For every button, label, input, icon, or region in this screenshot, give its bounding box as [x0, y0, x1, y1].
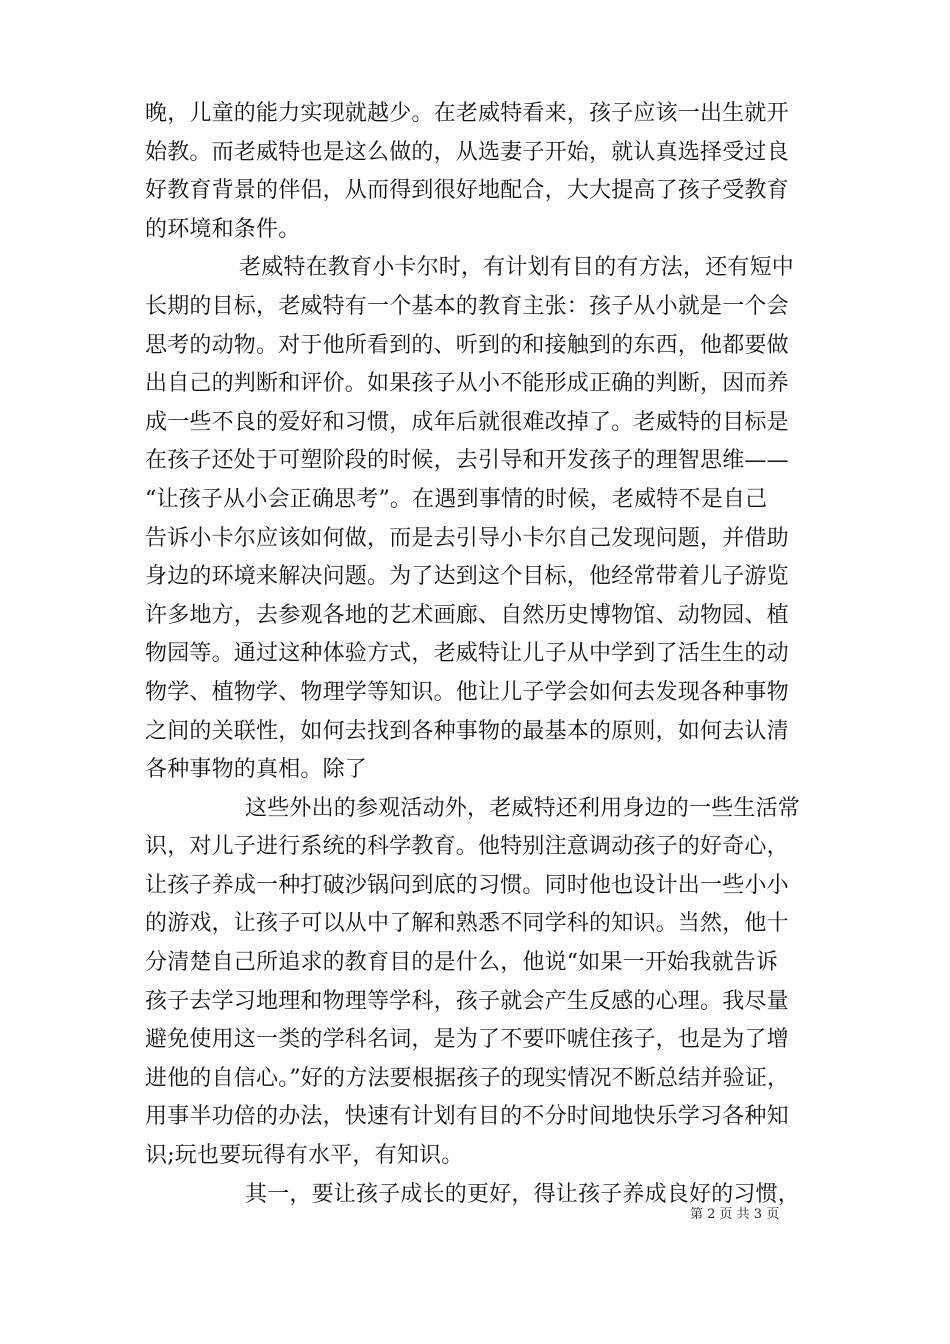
text-line: 这些外出的参观活动外，老威特还利用身边的一些生活常 [245, 795, 801, 821]
text-line: 长期的目标，老威特有一个基本的教育主张：孩子从小就是一个会 [145, 293, 789, 319]
text-line: 的游戏，让孩子可以从中了解和熟悉不同学科的知识。当然，他十 [145, 911, 789, 937]
page-number: 第 2 页 共 3 页 [690, 1207, 780, 1222]
text-line: 用事半功倍的办法，快速有计划有目的不分时间地快乐学习各种知 [145, 1104, 789, 1130]
body-text [145, 95, 815, 1214]
text-line: 晚，儿童的能力实现就越少。在老威特看来，孩子应该一出生就开 [145, 101, 789, 126]
text-line: 识;玩也要玩得有水平，有知识。 [145, 1143, 464, 1169]
text-line: 出自己的判断和评价。如果孩子从小不能形成正确的判断，因而养 [145, 371, 789, 397]
text-line: 告诉小卡尔应该如何做，而是去引导小卡尔自己发现问题，并借助 [145, 525, 789, 551]
text-line: 物学、植物学、物理学等知识。他让儿子学会如何去发现各种事物 [145, 679, 789, 705]
text-line: “让孩子从小会正确思考”。在遇到事情的时候，老威特不是自己 [145, 486, 768, 512]
text-line: 让孩子养成一种打破沙锅问到底的习惯。同时他也设计出一些小小 [145, 872, 789, 898]
text-line: 好教育背景的伴侣，从而得到很好地配合，大大提高了孩子受教育 [145, 178, 789, 204]
text-line: 身边的环境来解决问题。为了达到这个目标，他经常带着儿子游览 [145, 564, 789, 590]
text-line: 之间的关联性，如何去找到各种事物的最基本的原则，如何去认清 [145, 718, 789, 744]
text-line: 孩子去学习地理和物理等学科，孩子就会产生反感的心理。我尽量 [145, 988, 789, 1014]
text-line: 分清楚自己所追求的教育目的是什么，他说“如果一开始我就告诉 [145, 950, 779, 976]
text-line: 思考的动物。对于他所看到的、听到的和接触到的东西，他都要做 [145, 332, 789, 358]
text-line: 的环境和条件。 [145, 216, 301, 242]
text-line: 始教。而老威特也是这么做的，从选妻子开始，就认真选择受过良 [145, 139, 789, 165]
text-line: 在孩子还处于可塑阶段的时候，去引导和开发孩子的理智思维—— [145, 448, 789, 474]
text-line: 其一，要让孩子成长的更好，得让孩子养成良好的习惯， [245, 1181, 801, 1207]
text-line: 物园等。通过这种体验方式，老威特让儿子从中学到了活生生的动 [145, 641, 789, 667]
text-line: 各种事物的真相。除了 [145, 757, 368, 783]
text-line: 进他的自信心。”好的方法要根据孩子的现实情况不断总结并验证， [145, 1065, 790, 1091]
text-line: 许多地方，去参观各地的艺术画廊、自然历史博物馆、动物园、植 [145, 602, 789, 628]
text-line: 老威特在教育小卡尔时，有计划有目的有方法，还有短中 [239, 255, 795, 281]
text-line: 成一些不良的爱好和习惯，成年后就很难改掉了。老威特的目标是 [145, 409, 789, 435]
text-line: 避免使用这一类的学科名词，是为了不要吓唬住孩子，也是为了增 [145, 1027, 789, 1053]
text-line: 识，对儿子进行系统的科学教育。他特别注意调动孩子的好奇心， [145, 834, 789, 860]
